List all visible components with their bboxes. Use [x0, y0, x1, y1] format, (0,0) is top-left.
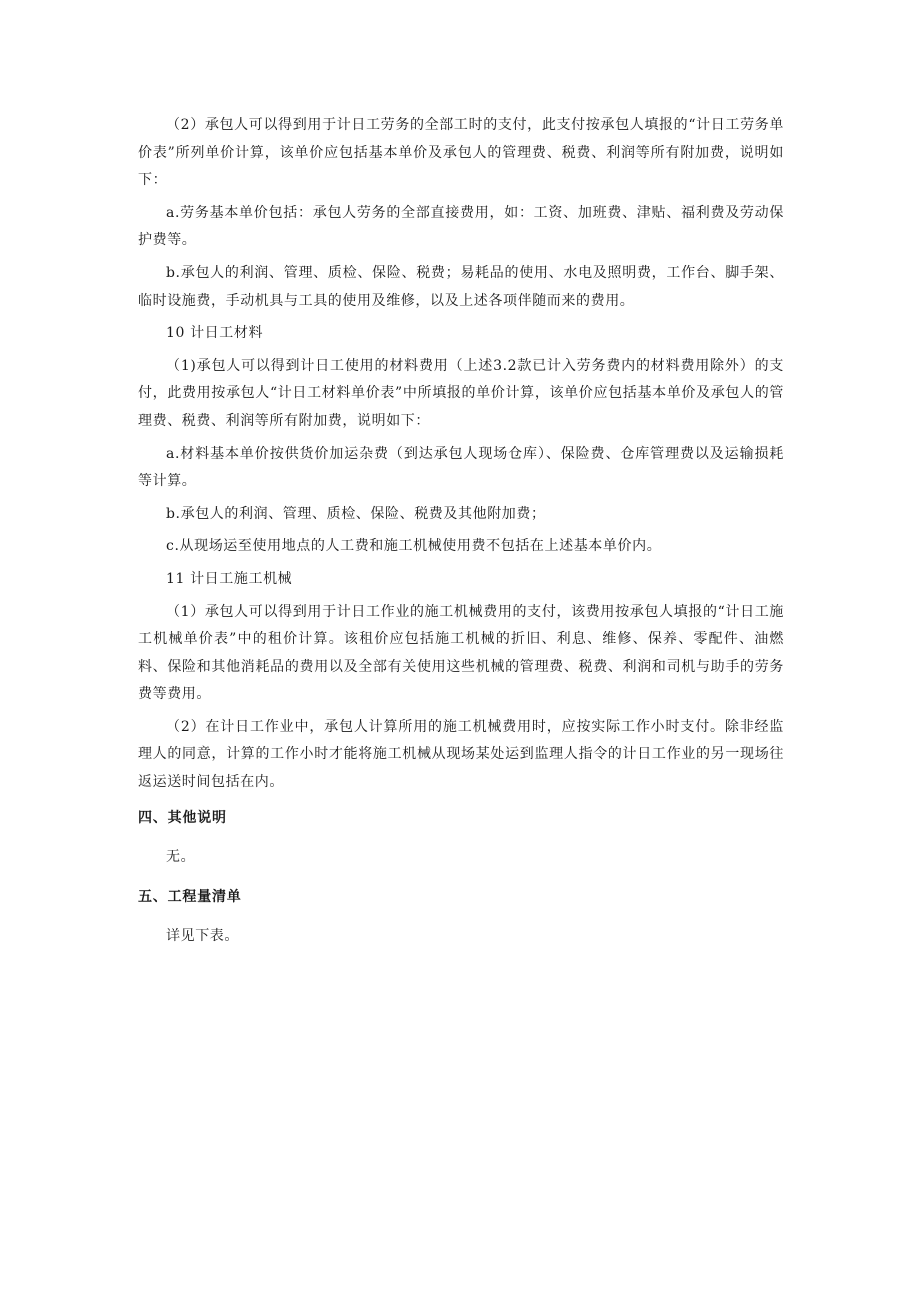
paragraph-machinery-payment: （1）承包人可以得到用于计日工作业的施工机械费用的支付，该费用按承包人填报的“计日工施工机械单价表”中的租价计算。该租价应包括施工机械的折旧、利息、维修、保养、零配件、油燃料、保险和其他消耗品的费用以及全部有关使用这些机械的管理费、税费、利润和司机与助手的劳务费等费用。	[138, 603, 784, 703]
paragraph-material-transport: c.从现场运至使用地点的人工费和施工机械使用费不包括在上述基本单价内。	[166, 538, 662, 555]
paragraph-material-profit: b.承包人的利润、管理、质检、保险、税费及其他附加费；	[166, 505, 546, 522]
section-other-notes-body: 无。	[166, 849, 196, 866]
paragraph-machinery-hours: （2）在计日工作业中，承包人计算所用的施工机械费用时，应按实际工作小时支付。除非经监理人的同意，计算的工作小时才能将施工机械从现场某处运到监理人指令的计日工作业的另一现场往返运送时间包括在内。	[138, 718, 784, 791]
section-bill-of-quantities-body: 详见下表。	[166, 928, 239, 945]
paragraph-labor-payment: （2）承包人可以得到用于计日工劳务的全部工时的支付，此支付按承包人填报的“计日工劳务单价表”所列单价计算，该单价应包括基本单价及承包人的管理费、税费、利润等所有附加费，说明如下：	[138, 117, 784, 189]
paragraph-material-payment: （1)承包人可以得到计日工使用的材料费用（上述3.2款已计入劳务费内的材料费用除外）的支付，此费用按承包人“计日工材料单价表”中所填报的单价计算，该单价应包括基本单价及承包人的管理费、税费、利润等所有附加费，说明如下：	[138, 357, 784, 429]
paragraph-labor-profit: b.承包人的利润、管理、质检、保险、税费；易耗品的使用、水电及照明费，工作台、脚手架、临时设施费，手动机具与工具的使用及维修，以及上述各项伴随而来的费用。	[138, 264, 784, 309]
heading-daywork-materials: 10 计日工材料	[166, 325, 264, 342]
section-bill-of-quantities-title: 五、工程量清单	[138, 888, 242, 905]
document-page	[138, 112, 784, 963]
section-other-notes-title: 四、其他说明	[138, 809, 227, 826]
heading-daywork-machinery: 11 计日工施工机械	[166, 570, 293, 587]
paragraph-material-basic-price: a.材料基本单价按供货价加运杂费（到达承包人现场仓库）、保险费、仓库管理费以及运输损耗等计算。	[138, 445, 784, 490]
paragraph-labor-basic-price: a.劳务基本单价包括：承包人劳务的全部直接费用，如：工资、加班费、津贴、福利费及劳动保护费等。	[138, 204, 784, 249]
